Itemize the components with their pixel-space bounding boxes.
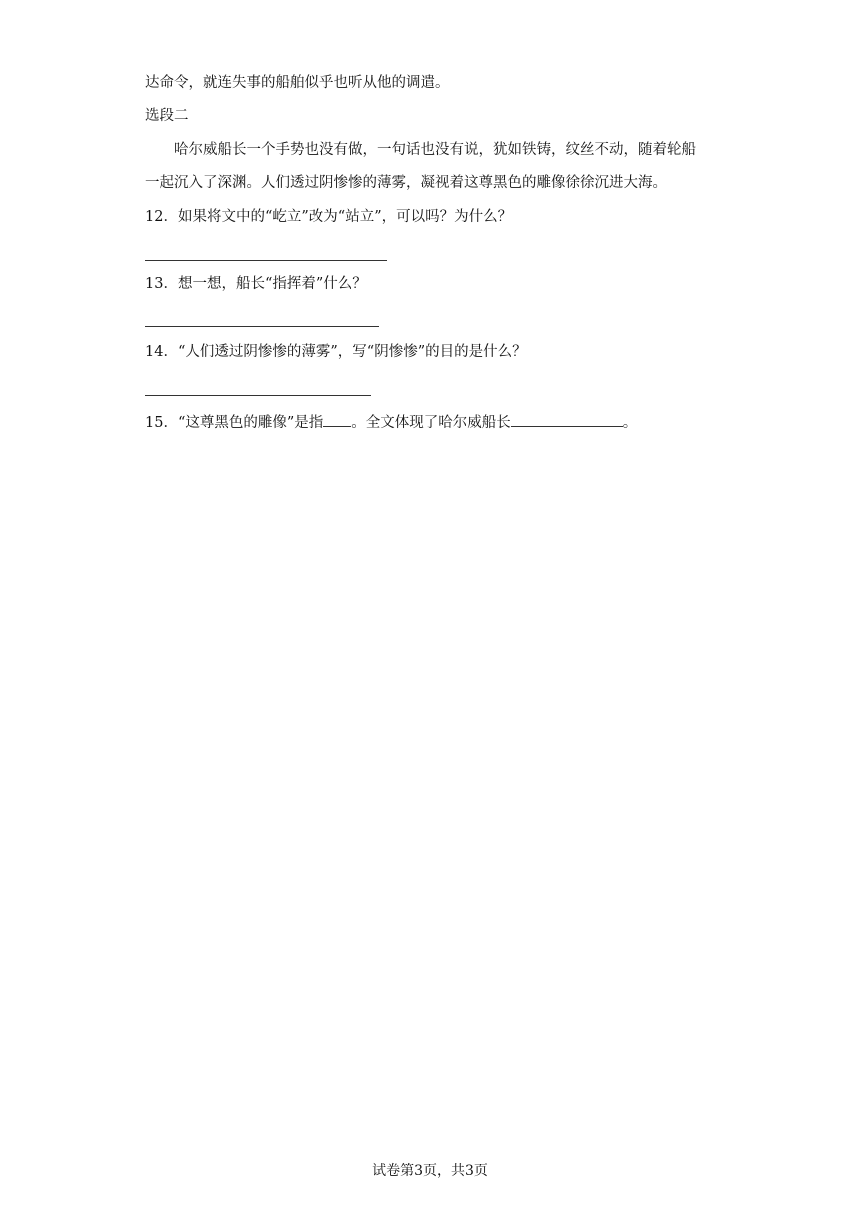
question-15 — [145, 410, 637, 433]
answer-line-12[interactable] — [145, 260, 387, 261]
question-15-part2: 。全文体现了哈尔威船长 — [351, 415, 511, 431]
page-footer: 试卷第3页，共3页 — [372, 1163, 488, 1179]
passage-paragraph-line: 一起沉入了深渊。人们透过阴惨惨的薄雾，凝视着这尊黑色的雕像徐徐沉进大海。 — [145, 175, 667, 191]
section-title: 选段二 — [145, 108, 189, 124]
answer-line-14[interactable] — [145, 395, 371, 396]
question-12: 12．如果将文中的“屹立”改为“站立”，可以吗？为什么？ — [145, 209, 513, 225]
question-15-part1: 15．“这尊黑色的雕像”是指 — [145, 415, 324, 431]
passage-line: 达命令，就连失事的船舶似乎也听从他的调遣。 — [145, 75, 450, 91]
answer-blank-15b[interactable] — [511, 410, 623, 427]
question-14: 14．“人们透过阴惨惨的薄雾”，写“阴惨惨”的目的是什么？ — [145, 344, 527, 360]
answer-blank-15a[interactable] — [323, 410, 351, 427]
answer-line-13[interactable] — [145, 326, 379, 327]
question-15-part3: 。 — [622, 415, 638, 431]
question-13: 13．想一想，船长“指挥着”什么？ — [145, 276, 367, 292]
passage-paragraph-line: 哈尔威船长一个手势也没有做，一句话也没有说，犹如铁铸，纹丝不动，随着轮船 — [174, 142, 696, 158]
